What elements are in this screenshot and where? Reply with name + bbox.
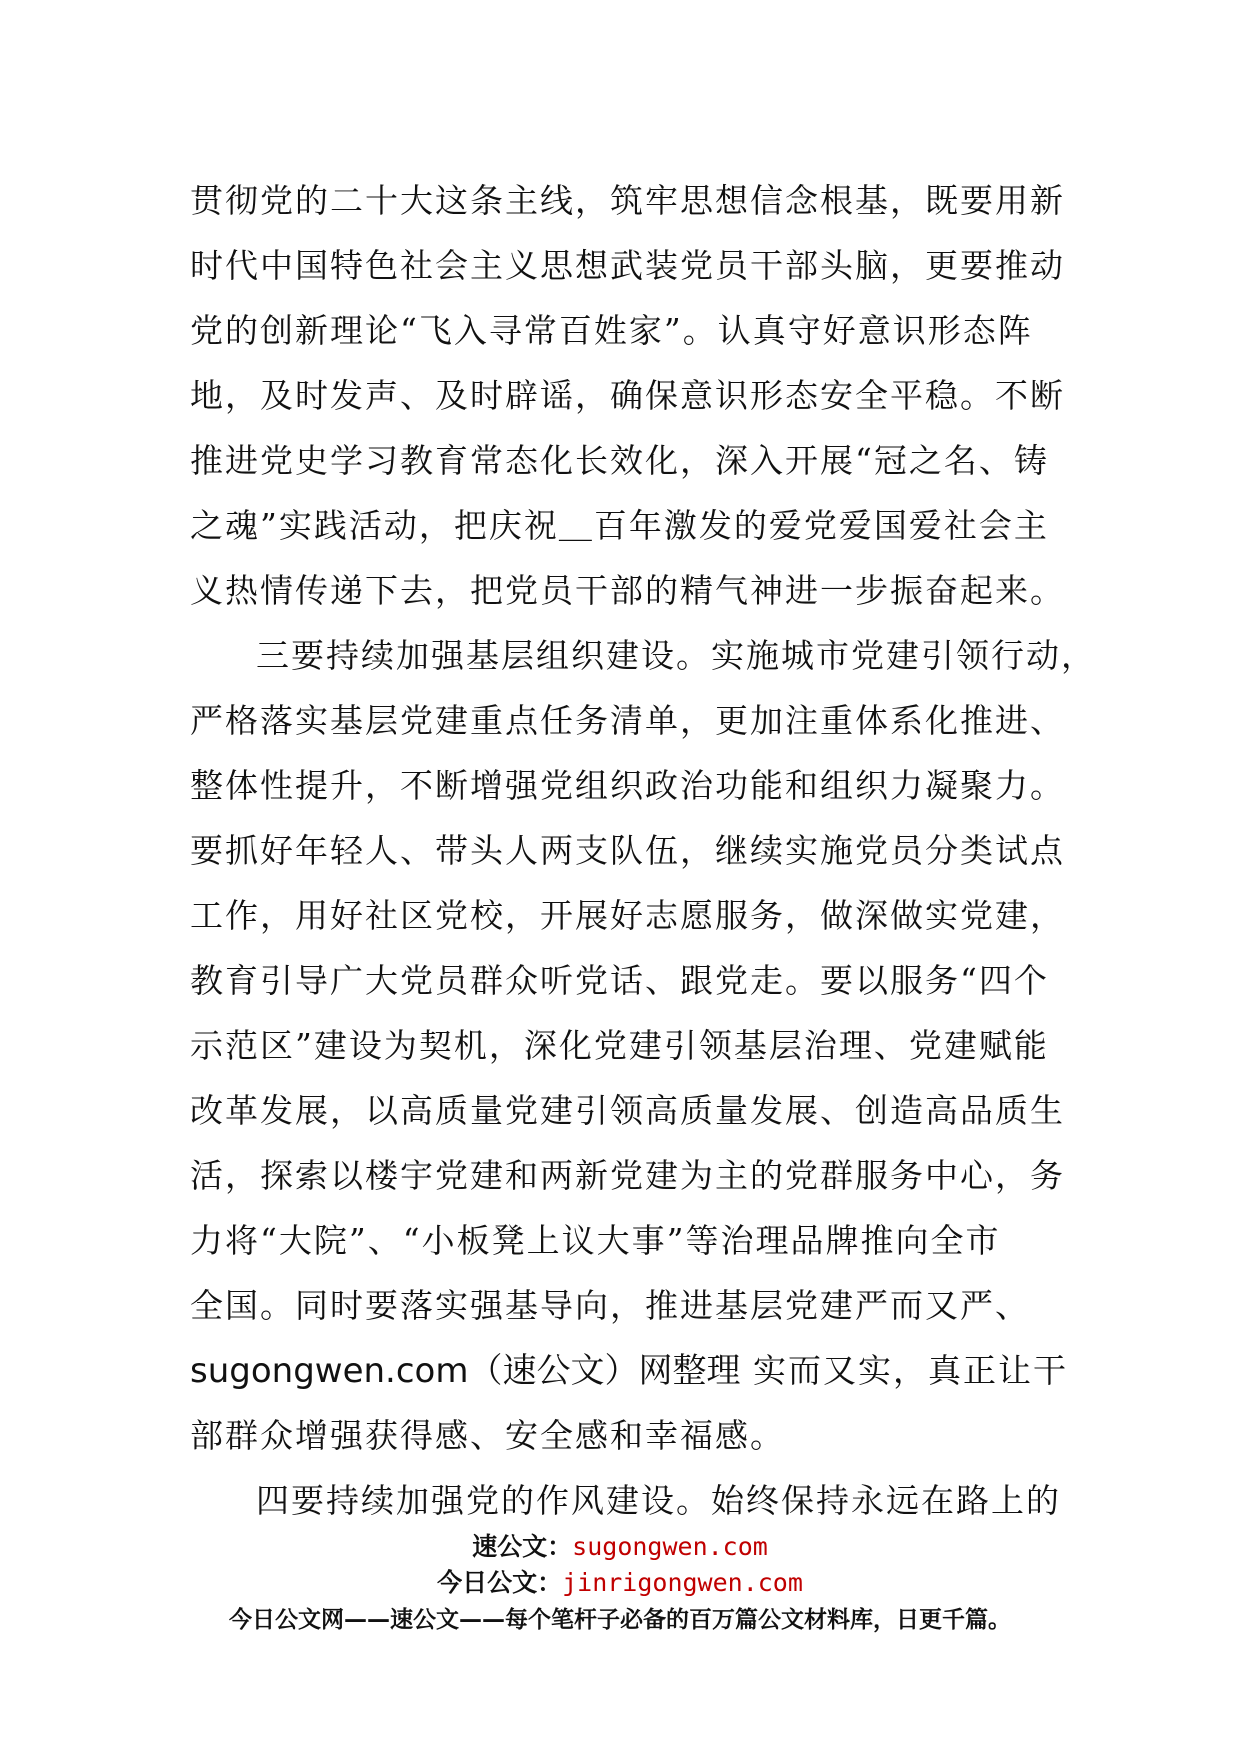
paragraph-line: 党的创新理论“飞入寻常百姓家”。认真守好意识形态阵 (190, 311, 1033, 350)
paragraph-line: 义热情传递下去，把党员干部的精气神进一步振奋起来。 (190, 571, 1065, 610)
paragraph-line: 贯彻党的二十大这条主线，筑牢思想信念根基，既要用新 (190, 181, 1065, 220)
paragraph-line: 整体性提升，不断增强党组织政治功能和组织力凝聚力。 (190, 766, 1065, 805)
paragraph-line: 教育引导广大党员群众听党话、跟党走。要以服务“四个 (190, 961, 1049, 1000)
paragraph-line: 三要持续加强基层组织建设。实施城市党建引领行动， (256, 636, 1096, 675)
paragraph-line: 四要持续加强党的作风建设。始终保持永远在路上的 (256, 1481, 1061, 1520)
paragraph-line: 活，探索以楼宇党建和两新党建为主的党群服务中心，务 (190, 1156, 1065, 1195)
paragraph-line: 推进党史学习教育常态化长效化，深入开展“冠之名、铸 (190, 441, 1049, 480)
paragraph-line: 改革发展，以高质量党建引领高质量发展、创造高品质生 (190, 1091, 1065, 1130)
paragraph-line-tail: 实而又实，真正让干 (752, 1351, 1068, 1390)
paragraph-line: 全国。同时要落实强基导向，推进基层党建严而又严、 (190, 1286, 1030, 1325)
document-body (190, 168, 1096, 1533)
paragraph-line: 工作，用好社区党校，开展好志愿服务，做深做实党建， (190, 896, 1065, 935)
footer-link-sugongwen[interactable]: sugongwen.com (572, 1532, 768, 1561)
footer-link-jinrigongwen[interactable]: jinrigongwen.com (562, 1568, 803, 1597)
footer-label: 今日公文： (437, 1568, 563, 1597)
paragraph-line: 时代中国特色社会主义思想武装党员干部头脑，更要推动 (190, 246, 1065, 285)
paragraph-line-with-watermark (190, 1338, 1068, 1403)
footer-line-jinrigongwen (0, 1566, 1240, 1600)
paragraph-line: 严格落实基层党建重点任务清单，更加注重体系化推进、 (190, 701, 1065, 740)
paragraph-line: 之魂”实践活动，把庆祝＿百年激发的爱党爱国爱社会主 (190, 506, 1049, 545)
paragraph-line: 示范区”建设为契机，深化党建引领基层治理、党建赋能 (190, 1026, 1049, 1065)
paragraph-line: 地，及时发声、及时辟谣，确保意识形态安全平稳。不断 (190, 376, 1065, 415)
inline-watermark: sugongwen.com（速公文）网整理 (190, 1351, 741, 1391)
paragraph-line: 力将“大院”、“小板凳上议大事”等治理品牌推向全市 (190, 1221, 1001, 1260)
footer-line-sugongwen (0, 1530, 1240, 1564)
footer-label: 速公文： (472, 1532, 573, 1561)
paragraph-line: 部群众增强获得感、安全感和幸福感。 (190, 1416, 785, 1455)
paragraph-line: 要抓好年轻人、带头人两支队伍，继续实施党员分类试点 (190, 831, 1065, 870)
footer-slogan: 今日公文网——速公文——每个笔杆子必备的百万篇公文材料库，日更千篇。 (229, 1607, 1011, 1633)
